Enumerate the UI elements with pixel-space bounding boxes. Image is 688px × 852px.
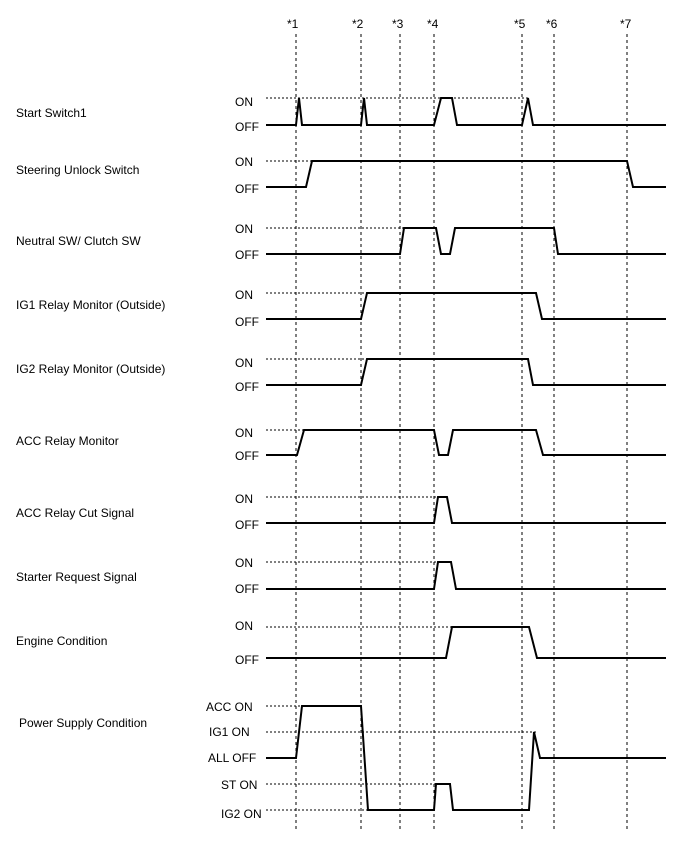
marker-label: *1: [287, 17, 299, 31]
level-label: OFF: [235, 582, 259, 596]
level-label: ON: [235, 426, 253, 440]
waveform-ig1-relay-monitor: [266, 293, 666, 319]
signal-name: Neutral SW/ Clutch SW: [16, 234, 141, 248]
level-label: ON: [235, 356, 253, 370]
level-label: ST ON: [221, 778, 258, 792]
signal-name: Start Switch1: [16, 106, 87, 120]
signal-name: IG1 Relay Monitor (Outside): [16, 298, 166, 312]
marker-label: *7: [620, 17, 632, 31]
level-label: OFF: [235, 315, 259, 329]
waveform-ig2-relay-monitor: [266, 359, 666, 385]
waveform-acc-relay-monitor: [266, 430, 666, 455]
waveform-start-switch1: [266, 98, 666, 125]
level-label: OFF: [235, 653, 259, 667]
signal-name: Steering Unlock Switch: [16, 163, 140, 177]
marker-label: *3: [392, 17, 404, 31]
level-label: ON: [235, 556, 253, 570]
marker-lines: [296, 34, 627, 832]
level-label: IG1 ON: [209, 725, 250, 739]
level-label: ON: [235, 492, 253, 506]
marker-label: *2: [352, 17, 364, 31]
marker-label: *6: [546, 17, 558, 31]
level-label: ON: [235, 222, 253, 236]
level-label: ALL OFF: [208, 751, 257, 765]
waveform-starter-request-signal: [266, 562, 666, 589]
level-label: ACC ON: [206, 700, 253, 714]
signal-name: Engine Condition: [16, 634, 108, 648]
level-label: OFF: [235, 518, 259, 532]
waveform-power-supply-condition: [266, 706, 666, 810]
waveform-steering-unlock-switch: [266, 161, 666, 187]
level-label: OFF: [235, 120, 259, 134]
level-label: OFF: [235, 449, 259, 463]
level-label: OFF: [235, 380, 259, 394]
signal-name: ACC Relay Cut Signal: [16, 506, 135, 520]
waveform-acc-relay-cut-signal: [266, 497, 666, 523]
level-label: ON: [235, 288, 253, 302]
signal-name: Starter Request Signal: [16, 570, 137, 584]
signal-name: Power Supply Condition: [19, 716, 148, 730]
level-label: ON: [235, 155, 253, 169]
marker-label: *4: [427, 17, 439, 31]
signal-name: IG2 Relay Monitor (Outside): [16, 362, 166, 376]
level-reference-lines: [266, 98, 536, 810]
level-label: ON: [235, 619, 253, 633]
waveform-neutral-sw-clutch-sw: [266, 228, 666, 254]
signal-name: ACC Relay Monitor: [16, 434, 119, 448]
level-label: ON: [235, 95, 253, 109]
waveform-engine-condition: [266, 627, 666, 658]
marker-label: *5: [514, 17, 526, 31]
level-label: OFF: [235, 248, 259, 262]
level-label: OFF: [235, 182, 259, 196]
level-label: IG2 ON: [221, 807, 262, 821]
